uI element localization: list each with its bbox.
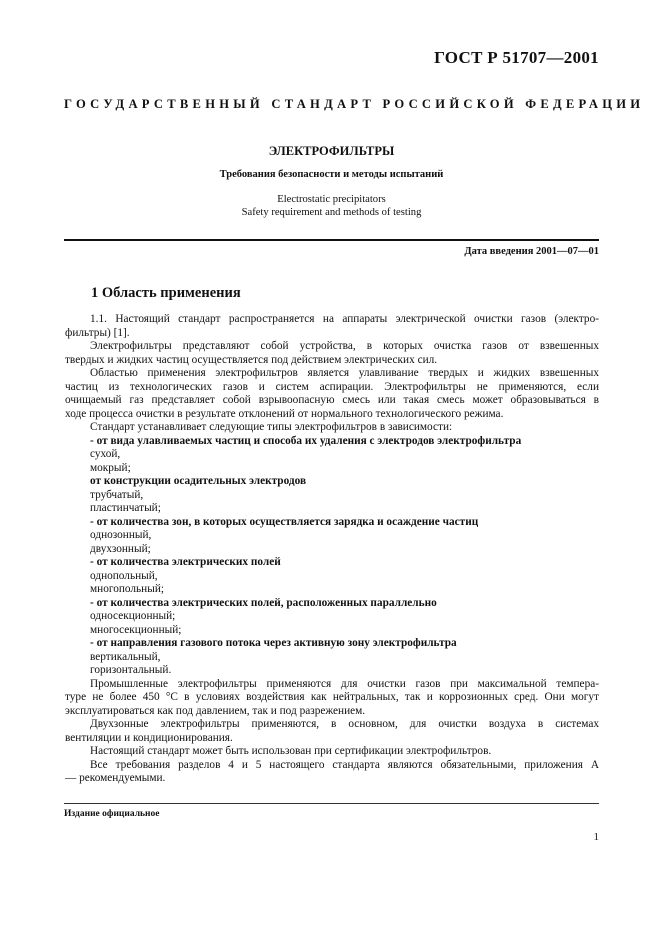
classification-heading: - от количества электрических полей (90, 556, 281, 568)
paragraph-line: ходе процесса очистки в результате отклонений от нормального технологического режима. (65, 407, 504, 420)
header-rule (64, 239, 599, 241)
standard-number: ГОСТ Р 51707—2001 (434, 48, 599, 67)
paragraph-line: — рекомендуемыми. (65, 772, 166, 784)
classification-item: однозонный, (90, 529, 152, 541)
paragraph-line: Электрофильтры представляют собой устройства, в которых очистка газов от взвешенных (90, 340, 599, 352)
paragraph-line: туре не более 450 °С в условиях воздействия как нейтральных, так и коррозионных сред. Они могут (65, 691, 599, 703)
classification-item: горизонтальный. (90, 664, 172, 676)
classification-item: односекционный; (90, 610, 176, 622)
paragraph-line: Все требования разделов 4 и 5 настоящего стандарта являются обязательными, приложения А (90, 758, 599, 771)
paragraph-line: Областью применения электрофильтров является улавливание твердых и жидких взвешенных (90, 367, 599, 379)
edition-label: Издание официальное (64, 809, 160, 819)
paragraph-line: Стандарт устанавливает следующие типы электрофильтров в зависимости: (90, 421, 453, 433)
classification-item: однопольный, (90, 569, 158, 582)
government-standard-title: ГОСУДАРСТВЕННЫЙ СТАНДАРТ РОССИЙСКОЙ ФЕДЕРАЦИИ (64, 97, 645, 111)
classification-item: трубчатый, (90, 488, 144, 501)
classification-item: многосекционный; (90, 623, 182, 636)
section-heading: 1 Область применения (91, 285, 241, 301)
paragraph-line: вентиляции и кондиционирования. (65, 731, 233, 744)
classification-item: мокрый; (90, 461, 131, 474)
classification-heading: от конструкции осадительных электродов (90, 475, 307, 487)
paragraph-line: Промышленные электрофильтры применяются для очистки газов при максимальной темпера- (90, 677, 599, 690)
footer-rule (64, 803, 599, 804)
document-title: ЭЛЕКТРОФИЛЬТРЫ (268, 144, 395, 158)
paragraph-line: твердых и жидких частиц осуществляется под действием электрических сил. (65, 353, 438, 366)
page-number: 1 (593, 831, 599, 843)
classification-item: двухзонный; (90, 542, 151, 555)
classification-item: пластинчатый; (90, 502, 161, 514)
english-title-line-2: Safety requirement and methods of testing (241, 206, 422, 218)
paragraph-line: частиц из технологических газов и систем аспирации. Электрофильтры не применяются, если (65, 380, 599, 393)
section-body (65, 313, 599, 786)
introduction-date: Дата введения 2001—07—01 (464, 246, 599, 257)
paragraph-line: Настоящий стандарт может быть использован при сертификации электрофильтров. (90, 745, 492, 757)
classification-heading: - от вида улавливаемых частиц и способа их удаления с электродов электрофильтра (90, 434, 522, 447)
english-title (64, 194, 599, 219)
english-title-line-1: Electrostatic precipitators (277, 194, 386, 205)
paragraph-line: эксплуатироваться как под давлением, так и под разрежением. (65, 704, 366, 717)
classification-item: вертикальный, (90, 650, 161, 663)
classification-item: сухой, (90, 448, 121, 460)
classification-heading: - от количества электрических полей, расположенных параллельно (90, 596, 437, 609)
document-subtitle: Требования безопасности и методы испытаний (219, 169, 444, 180)
paragraph-line: Двухзонные электрофильтры применяются, в основном, для очистки воздуха в системах (90, 718, 599, 730)
classification-heading: - от направления газового потока через активную зону электрофильтра (90, 637, 457, 649)
classification-heading: - от количества зон, в которых осуществляется зарядка и осаждение частиц (90, 515, 479, 528)
paragraph-line: фильтры) [1]. (65, 326, 130, 339)
paragraph-line: 1.1. Настоящий стандарт распространяется на аппараты электрической очистки газов (электро- (90, 313, 599, 325)
classification-item: многопольный; (90, 583, 164, 595)
paragraph-line: очищаемый газ представляет собой взрывоопасную смесь или такая смесь может образовываться в (65, 394, 599, 406)
